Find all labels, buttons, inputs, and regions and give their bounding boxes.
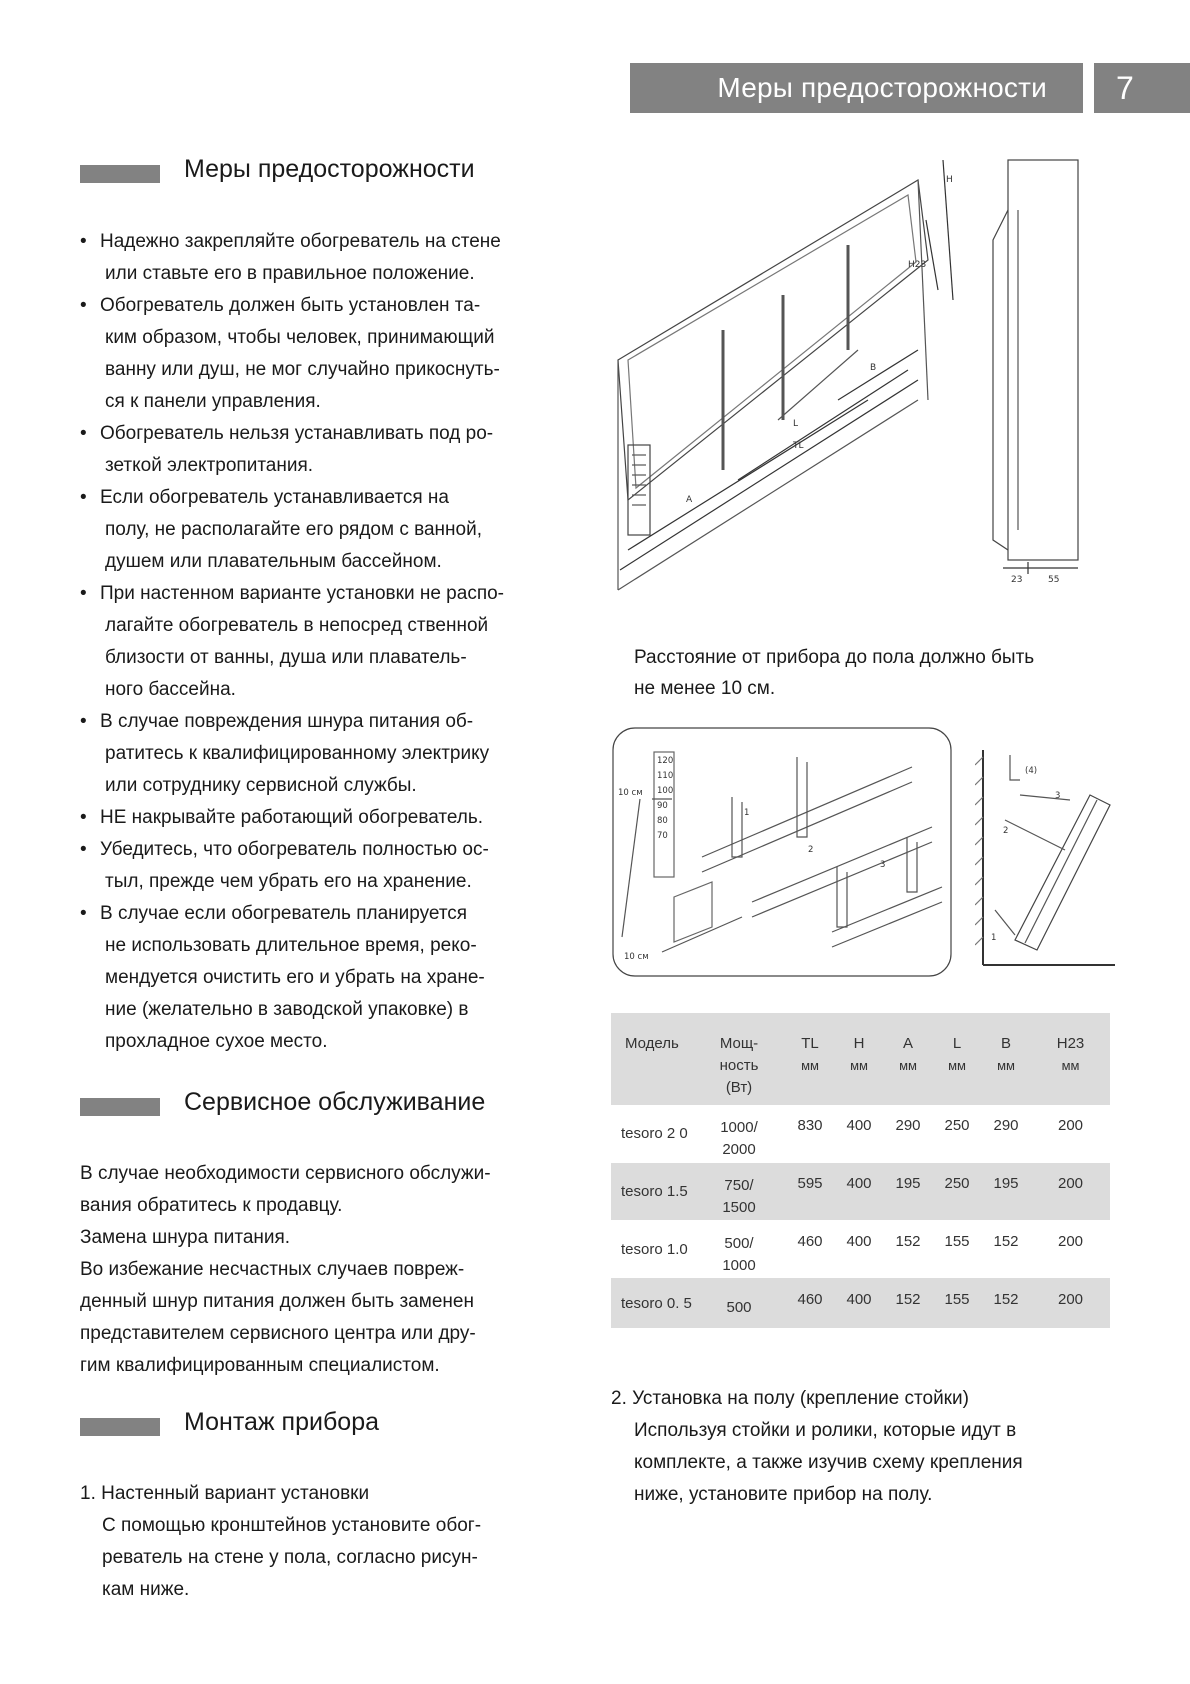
power-cell (693, 1279, 785, 1337)
precaution-line: лагайте обогреватель в непосред ственной (105, 615, 489, 636)
dim-cell-a: 290 (895, 1117, 921, 1134)
table-row (611, 1105, 1110, 1163)
table-header-cell (785, 1013, 835, 1105)
table-row (611, 1163, 1110, 1221)
precaution-line: ратитесь к квалифицированному электрику (105, 743, 490, 764)
table-row (611, 1221, 1110, 1279)
scale-80: 80 (657, 816, 668, 826)
dim-label-b: B (870, 363, 877, 373)
model-cell: tesoro 1.0 (621, 1241, 688, 1258)
dim-cell-h: 400 (846, 1175, 872, 1192)
dim-cell-h23: 200 (1057, 1233, 1084, 1250)
specs-table (611, 1013, 1110, 1328)
dim-cell-l: 250 (944, 1175, 970, 1192)
header-text: мм (899, 1058, 917, 1073)
scale-90: 90 (657, 801, 668, 811)
section-marker (80, 165, 160, 183)
header-text: L (952, 1035, 962, 1052)
wall-mount-line: С помощью кронштейнов установите обог- (102, 1515, 482, 1536)
dim-label-55: 55 (1048, 575, 1060, 585)
precaution-line: полу, не располагайте его рядом с ванной, (105, 519, 483, 540)
dim-label-23: 23 (1011, 575, 1023, 585)
service-line: денный шнур питания должен быть заменен (80, 1291, 474, 1312)
bracket-detail-diagram (975, 740, 1125, 975)
dim-cell-tl: 830 (797, 1117, 823, 1134)
power-value: 1000/ (720, 1119, 758, 1136)
service-line: гим квалифицированным специалистом. (80, 1355, 440, 1376)
precaution-line: ние (желательно в заводской упаковке) в (105, 999, 469, 1020)
dim-label-h: H (946, 175, 953, 185)
precaution-item (80, 482, 570, 578)
step-2-label: 2 (808, 845, 814, 855)
precaution-line: зеткой электропитания. (105, 455, 314, 476)
clearance-label-top: 10 см (618, 788, 643, 798)
table-row (611, 1279, 1110, 1337)
precaution-line: • Надежно закрепляйте обогреватель на стене (100, 231, 501, 252)
figure-caption (634, 642, 1104, 704)
dim-cell-b: 152 (993, 1233, 1019, 1250)
model-cell: tesoro 0. 5 (621, 1295, 692, 1312)
wall-mount-diagram (612, 727, 952, 977)
precaution-item (80, 706, 570, 802)
dim-cell-h: 400 (846, 1117, 872, 1134)
dim-cell-tl: 595 (797, 1175, 823, 1192)
wall-mount-line: кам ниже. (102, 1579, 190, 1600)
precaution-line: или сотруднику сервисной службы. (105, 775, 417, 796)
dim-label-l: L (793, 419, 799, 429)
service-line: Замена шнура питания. (80, 1227, 291, 1248)
precaution-line: близости от ванны, душа или плаватель- (105, 647, 467, 668)
precaution-line: ного бассейна. (105, 679, 236, 700)
dim-label-h23: H23 (908, 260, 927, 270)
header-text: H (853, 1035, 865, 1052)
table-header-cell (835, 1013, 883, 1105)
floor-mount-line: Используя стойки и ролики, которые идут в (634, 1420, 1017, 1441)
precaution-line: • Обогреватель нельзя устанавливать под ро- (100, 423, 494, 444)
scale-100: 100 (657, 786, 674, 796)
page-number: 7 (1094, 63, 1190, 113)
heater-dimensions-diagram (608, 150, 1108, 620)
power-value: 750/ (724, 1177, 754, 1194)
dim-cell-h: 400 (846, 1233, 872, 1250)
precaution-line: • В случае повреждения шнура питания об- (100, 711, 474, 732)
header-text: мм (801, 1058, 819, 1073)
precaution-line: • В случае если обогреватель планируется (100, 903, 468, 924)
scale-120: 120 (657, 756, 674, 766)
clearance-label-bottom: 10 см (624, 952, 649, 962)
step-4-label: (4) (1025, 766, 1038, 776)
step-3-label: 3 (880, 860, 886, 870)
dim-cell-b: 290 (993, 1117, 1019, 1134)
precaution-line: • НЕ накрывайте работающий обогреватель. (100, 807, 484, 828)
dim-label-a: A (686, 495, 693, 505)
dim-label-tl: TL (793, 441, 804, 451)
dim-cell-a: 152 (895, 1291, 921, 1308)
precaution-line: ся к панели управления. (105, 391, 321, 412)
header-text: A (902, 1035, 913, 1052)
wall-mount-text (102, 1510, 542, 1606)
precaution-line: ванну или душ, не мог случайно прикоснуть- (105, 359, 500, 380)
precaution-item (80, 898, 570, 1058)
table-header-cell (933, 1013, 981, 1105)
detail-step-1: 1 (991, 933, 997, 943)
power-cell (693, 1163, 785, 1221)
floor-mount-text (634, 1415, 1074, 1511)
dim-cell-h23: 200 (1057, 1291, 1084, 1308)
step-1-label: 1 (744, 808, 750, 818)
header-text: (Вт) (725, 1079, 753, 1096)
precaution-line: прохладное сухое место. (105, 1031, 328, 1052)
header-title: Меры предосторожности (630, 63, 1083, 113)
caption-line: Расстояние от прибора до пола должно быть (634, 647, 1035, 668)
wall-mount-heading: 1. Настенный вариант установки (80, 1483, 370, 1504)
header-text: Мощ- (719, 1035, 759, 1052)
section-title-precautions: Меры предосторожности (184, 155, 475, 183)
section-title-mounting: Монтаж прибора (184, 1408, 379, 1436)
header-text: мм (997, 1058, 1015, 1073)
dim-cell-a: 195 (895, 1175, 921, 1192)
scale-110: 110 (657, 771, 674, 781)
table-header-cell (981, 1013, 1031, 1105)
wall-mount-line: реватель на стене у пола, согласно рисун- (102, 1547, 478, 1568)
dim-cell-b: 152 (993, 1291, 1019, 1308)
header-text: H23 (1056, 1035, 1085, 1052)
header-text: ность (719, 1057, 759, 1074)
precaution-item (80, 834, 570, 898)
service-line: представителем сервисного центра или дру- (80, 1323, 476, 1344)
power-value: 1000 (722, 1257, 756, 1274)
power-value: 1500 (722, 1199, 756, 1216)
precaution-line: • Обогреватель должен быть установлен та- (100, 295, 481, 316)
model-cell: tesoro 2 0 (621, 1125, 688, 1142)
power-cell (693, 1105, 785, 1163)
precaution-line: не использовать длительное время, реко- (105, 935, 477, 956)
dim-cell-h23: 200 (1057, 1117, 1084, 1134)
precaution-item (80, 418, 570, 482)
dim-cell-tl: 460 (797, 1233, 823, 1250)
precaution-item (80, 226, 570, 290)
specs-table-grid (611, 1013, 1110, 1337)
scale-70: 70 (657, 831, 668, 841)
power-value: 500/ (724, 1235, 754, 1252)
precaution-item (80, 578, 570, 706)
precaution-item (80, 802, 570, 834)
floor-mount-line: ниже, установите прибор на полу. (634, 1484, 933, 1505)
table-header-cell (1031, 1013, 1110, 1105)
dim-cell-h23: 200 (1057, 1175, 1084, 1192)
dim-cell-h: 400 (846, 1291, 872, 1308)
precaution-line: ким образом, чтобы человек, принимающий (105, 327, 495, 348)
model-cell: tesoro 1.5 (621, 1183, 688, 1200)
precaution-line: или ставьте его в правильное положение. (105, 263, 475, 284)
precaution-line: • Убедитесь, что обогреватель полностью ос- (100, 839, 489, 860)
header-text: Модель (625, 1035, 679, 1052)
dim-cell-tl: 460 (797, 1291, 823, 1308)
dim-cell-l: 155 (944, 1291, 970, 1308)
floor-mount-line: комплекте, а также изучив схему крепления (634, 1452, 1023, 1473)
dim-cell-b: 195 (993, 1175, 1019, 1192)
service-line: Во избежание несчастных случаев повреж- (80, 1259, 465, 1280)
table-header-cell (611, 1013, 693, 1105)
detail-step-3: 3 (1055, 791, 1061, 801)
detail-step-2: 2 (1003, 826, 1009, 836)
service-text (80, 1158, 542, 1382)
precaution-line: тыл, прежде чем убрать его на хранение. (105, 871, 472, 892)
power-cell (693, 1221, 785, 1279)
table-header-cell (693, 1013, 785, 1105)
dim-cell-l: 250 (944, 1117, 970, 1134)
table-header-cell (883, 1013, 933, 1105)
floor-mount-heading: 2. Установка на полу (крепление стойки) (611, 1388, 969, 1409)
power-value: 2000 (722, 1141, 756, 1158)
header-text: мм (1061, 1058, 1080, 1073)
precaution-line: душем или плавательным бассейном. (105, 551, 442, 572)
precaution-line: • Если обогреватель устанавливается на (100, 487, 449, 508)
section-title-service: Сервисное обслуживание (184, 1088, 486, 1116)
power-value: 500 (726, 1299, 752, 1316)
caption-line: не менее 10 см. (634, 678, 776, 699)
header-text: TL (801, 1035, 819, 1052)
header-text: мм (948, 1058, 966, 1073)
dim-cell-l: 155 (944, 1233, 970, 1250)
precaution-item (80, 290, 570, 418)
dim-cell-a: 152 (895, 1233, 921, 1250)
service-line: В случае необходимости сервисного обслужи- (80, 1163, 491, 1184)
precaution-line: • При настенном варианте установки не распо- (100, 583, 505, 604)
header-text: B (1000, 1035, 1011, 1052)
precautions-list (80, 226, 570, 1058)
header-text: мм (850, 1058, 868, 1073)
section-marker (80, 1098, 160, 1116)
precaution-line: мендуется очистить его и убрать на хране- (105, 967, 485, 988)
section-marker (80, 1418, 160, 1436)
service-line: вания обратитесь к продавцу. (80, 1195, 343, 1216)
